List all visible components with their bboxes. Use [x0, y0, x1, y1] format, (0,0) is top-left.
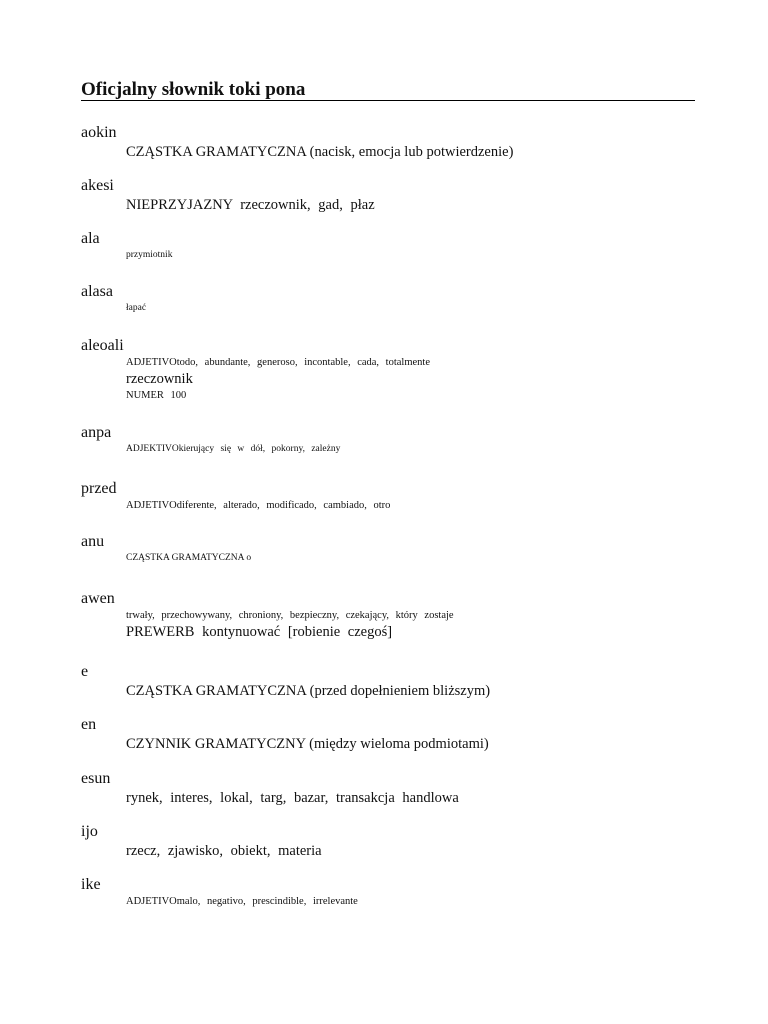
definition: przymiotnik: [126, 250, 173, 260]
entry-przed: [81, 479, 701, 513]
title-underline: [81, 100, 695, 101]
headword: przed: [81, 480, 117, 497]
definition: rynek, interes, lokal, targ, bazar, transakcja handlowa: [126, 790, 459, 806]
headword: aleoali: [81, 337, 124, 354]
entry-anpa: [81, 423, 701, 456]
entry-awen: [81, 589, 701, 642]
entry-ijo: [81, 822, 701, 861]
definition: CZĄSTKA GRAMATYCZNA (nacisk, emocja lub potwierdzenie): [126, 144, 514, 160]
headword: anpa: [81, 424, 112, 441]
entry-aleoali: [81, 336, 701, 403]
headword: en: [81, 716, 97, 733]
headword: esun: [81, 770, 111, 787]
definition: ADJETIVOtodo, abundante, generoso, incontable, cada, totalmente: [126, 357, 430, 368]
headword: awen: [81, 590, 115, 607]
definition: ADJETIVOmalo, negativo, prescindible, irrelevante: [126, 896, 358, 907]
definition: NIEPRZYJAZNY rzeczownik, gad, płaz: [126, 197, 375, 213]
definition: ADJETIVOdiferente, alterado, modificado, cambiado, otro: [126, 500, 391, 511]
definition: CZĄSTKA GRAMATYCZNA o: [126, 553, 252, 563]
headword: anu: [81, 533, 105, 550]
headword: ala: [81, 230, 100, 247]
definition: trwały, przechowywany, chroniony, bezpieczny, czekający, który zostaje: [126, 610, 454, 621]
page-title: Oficjalny słownik toki pona: [81, 79, 306, 100]
entry-ike: [81, 875, 701, 909]
headword: alasa: [81, 283, 113, 300]
entry-alasa: [81, 282, 701, 315]
entry-aokin: [81, 123, 701, 162]
headword: ijo: [81, 823, 98, 840]
definition: łapać: [126, 303, 147, 313]
definition: NUMER 100: [126, 390, 187, 401]
headword: aokin: [81, 124, 117, 141]
entry-en: [81, 715, 701, 754]
entry-esun: [81, 769, 701, 808]
definition: rzeczownik: [126, 371, 193, 387]
headword: e: [81, 663, 89, 680]
definition: CZYNNIK GRAMATYCZNY (między wieloma podmiotami): [126, 736, 489, 752]
entry-anu: [81, 532, 701, 565]
definition: CZĄSTKA GRAMATYCZNA (przed dopełnieniem bliższym): [126, 683, 491, 699]
entry-akesi: [81, 176, 701, 215]
definition: ADJEKTIVOkierujący się w dół, pokorny, zależny: [126, 444, 341, 454]
definition: rzecz, zjawisko, obiekt, materia: [126, 843, 322, 859]
headword: ike: [81, 876, 101, 893]
headword: akesi: [81, 177, 114, 194]
entry-e: [81, 662, 701, 701]
entry-ala: [81, 229, 701, 262]
definition: PREWERB kontynuować [robienie czegoś]: [126, 624, 393, 640]
